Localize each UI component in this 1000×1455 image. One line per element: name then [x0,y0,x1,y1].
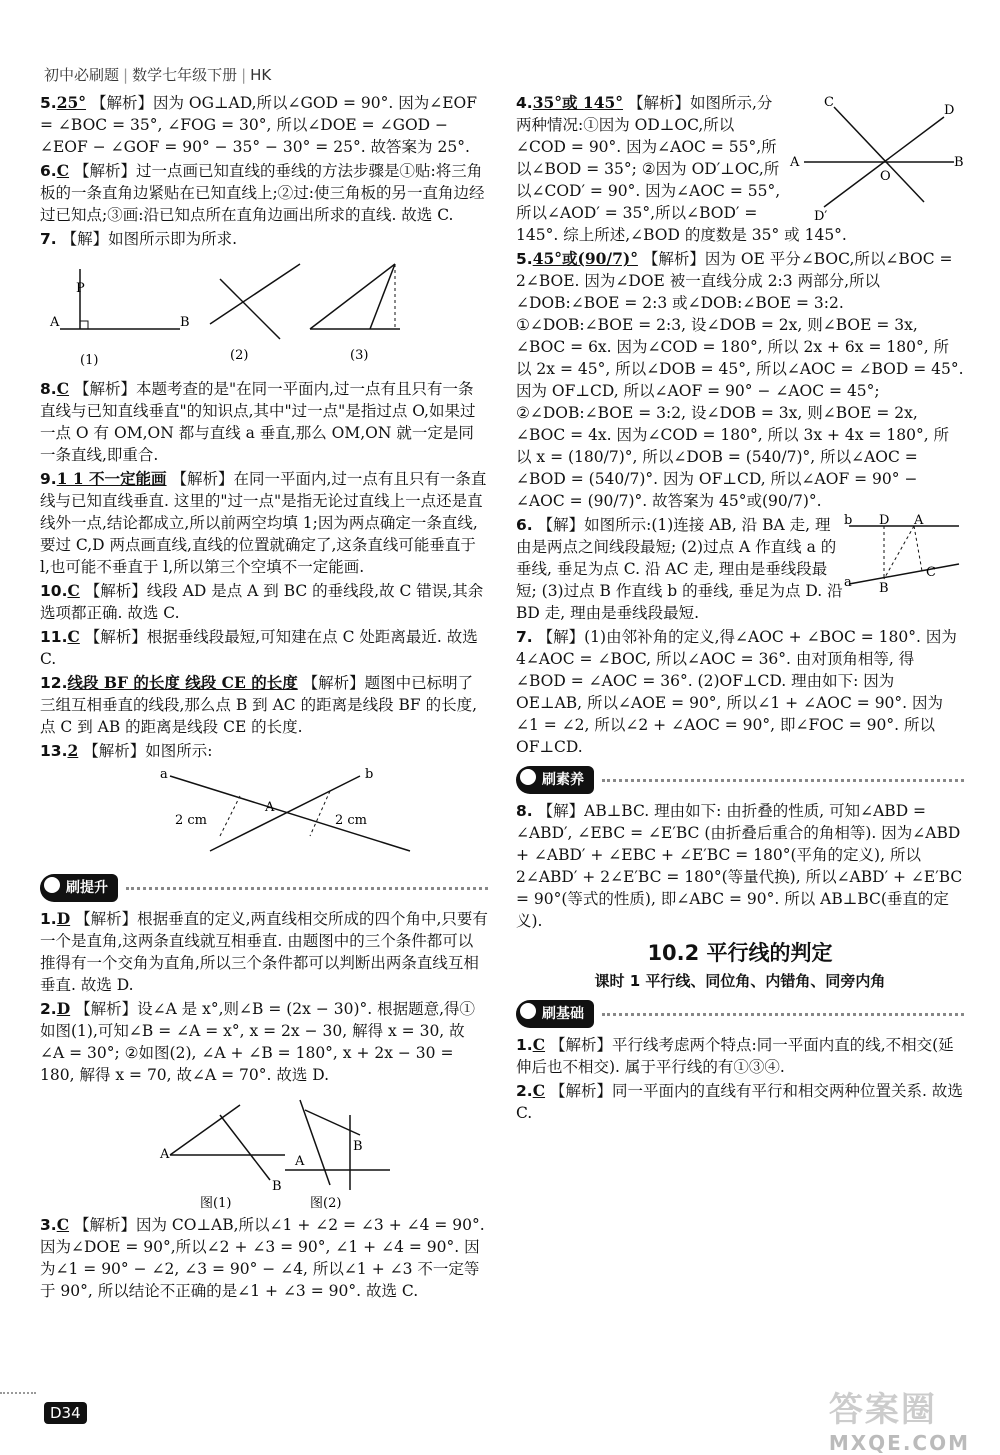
fig7-caption-2: (2) [230,348,249,363]
answer-item [40,1214,488,1302]
right-column [516,92,964,1126]
page-number: D34 [44,1402,87,1424]
fig2-label-a1: A [160,1147,170,1162]
fig13-label-2cm-left: 2 cm [175,813,208,828]
section-banner-basics [516,1000,964,1028]
watermark-main: 答案圈 [828,1390,937,1430]
figure-q2 [40,1090,488,1210]
item-answer: C [67,581,80,600]
edition-label: HK [250,66,272,84]
item-text: 【解析】在同一平面内,过一点有且只有一条直线与已知直线垂直. 这里的"过一点"是指无论过直线上一点还是直线外一点,结论都成立,所以前两空均填 1;因为两点确定一条直线,要过 C,D 两点画直线,直线的位置就确定了,这条直线可能垂直于 l,也可能不垂直于 l,所以第三个空填不一定能画. [40,470,487,576]
answer-item [40,626,488,670]
fig6-label-b-line: b [844,514,853,528]
fig4-label-b: B [954,155,964,170]
fig4-label-o: O [880,169,891,184]
item-number: 3. [40,1216,57,1234]
fig4-label-a: A [790,155,800,170]
item-text: 【解析】因为 CO⊥AB,所以∠1 + ∠2 = ∠3 + ∠4 = 90°. 因为∠DOE = 90°,所以∠2 + ∠3 = 90°, ∠1 + ∠4 = 90°. 因为∠1 = 90° − ∠2, ∠3 = 90° − ∠4, 所以∠1 + ∠3 不一定等于 90°, 所以结论不正确的是∠1 + ∠3 = 90°. 故选 C. [40,1216,485,1300]
left-column [40,92,488,1304]
fig13-label-2cm-right: 2 cm [335,813,368,828]
item-number: 1. [516,1036,533,1054]
item-number: 5. [516,250,533,268]
answer-item [40,740,488,762]
item-number: 10. [40,582,68,600]
answer-item [40,998,488,1086]
item-number: 2. [516,1082,533,1100]
item-text: 【解析】同一平面内的直线有平行和相交两种位置关系. 故选 C. [516,1082,963,1122]
answer-item [40,580,488,624]
item-number: 6. [516,516,533,534]
fig13-label-point-a: A [265,800,275,815]
item-answer: 25° [56,93,87,112]
item-number: 7. [516,628,533,646]
item-number: 1. [40,910,57,928]
fig6-label-a: A [914,514,924,528]
answer-item [516,626,964,758]
item-number: 9. [40,470,57,488]
item-number: 13. [40,742,68,760]
item-answer: C [532,1081,546,1100]
fig2-caption-1: 图(1) [200,1196,232,1210]
item-answer: D [56,999,71,1018]
section-banner-improve [40,874,488,902]
book-title: 初中必刷题 [44,66,120,84]
item-answer: 1 1 不一定能画 [56,469,167,488]
item-number: 11. [40,628,68,646]
section-banner-literacy [516,766,964,794]
figure-q4 [784,92,964,222]
item-number: 8. [516,802,533,820]
answer-item [40,378,488,466]
item-text: 【解析】平行线考虑两个特点:同一平面内直的线,不相交(延伸后也不相交). 属于平行线的有①③④. [516,1036,954,1076]
fig7-label-b: B [180,315,190,330]
fig2-label-b1: B [272,1179,282,1194]
subject-title: 数学七年级下册 [132,66,238,84]
banner-label: 刷提升 [40,874,118,902]
item-text: 【解析】过一点画已知直线的垂线的方法步骤是①贴:将三角板的一条直角边紧贴在已知直线上;②过:使三角板的另一直角边经过已知点;③画:沿已知点所在直角边画出所求的直线. 故选 C. [40,162,485,224]
item-answer: D [56,909,71,928]
fig6-label-d: D [879,514,890,528]
item-answer: C [56,379,70,398]
answer-item [40,908,488,996]
fig4-label-c: C [824,95,834,110]
fig4-label-d: D [944,103,955,118]
item-answer: C [532,1035,546,1054]
item-text: 【解析】因为 OE 平分∠BOC,所以∠BOC = 2∠BOE. 因为∠DOE 被一直线分成 2:3 两部分,所以∠DOB:∠BOE = 2:3 或∠DOB:∠BOE = 3:2. ①∠DOB:∠BOE = 2:3, 设∠DOB = 2x, 则∠BOE = 3x, ∠BOC = 6x. 因为∠COD = 180°, 所以 2x + 6x = 180°, 所以 2x = 45°, 所以∠DOB = 45°, 所以∠AOC = ∠BOD = 45°. 因为 OF⊥CD, 所以∠AOF = 90° − ∠AOC = 45°; ②∠DOB:∠BOE = 3:2, 设∠DOB = 3x, 则∠BOE = 2x, ∠BOC = 4x. 因为∠COD = 180°, 所以 3x + 4x = 180°, 所以 x = (180/7)°, 所以∠DOB = (540/7)°, 所以∠AOC = ∠BOD = (540/7)°. 因为 OF⊥CD, 所以∠AOF = 90° − ∠AOC = (90/7)°. 故答案为 45°或(90/7)°. [516,250,964,510]
item-text: 【解析】设∠A 是 x°,则∠B = (2x − 30)°. 根据题意,得①如图(1),可知∠B = ∠A = x°, x = 2x − 30, 解得 x = 30, 故∠A = 30°; ②如图(2), ∠A + ∠B = 180°, x + 2x − 30 = 180, 解得 x = 70, 故∠A = 70°. 故选 D. [40,1000,476,1084]
section-subtitle: 课时 1 平行线、同位角、内错角、同旁内角 [594,972,886,990]
banner-label: 刷基础 [516,1000,594,1028]
item-number: 4. [516,94,533,112]
answer-item [516,1034,964,1078]
fig7-label-p: P [76,281,85,296]
watermark [829,1382,970,1455]
item-answer: 35°或 145° [532,93,624,112]
answer-item [516,800,964,932]
item-text: 【解析】如图所示: [83,742,213,760]
item-answer: 2 [67,741,79,760]
item-number: 5. [40,94,57,112]
fig6-label-b: B [879,581,889,594]
item-text: 【解析】因为 OG⊥AD,所以∠GOD = 90°. 因为∠EOF = ∠BOC = 35°, ∠FOG = 30°, 所以∠DOE = ∠GOD − ∠EOF − ∠GOF = 90° − 35° − 30° = 25°. 故答案为 25°. [40,94,477,156]
item-answer: C [67,627,80,646]
item-answer: C [56,1215,70,1234]
item-text: 【解】AB⊥BC. 理由如下: 由折叠的性质, 可知∠ABD = ∠ABD′, ∠EBC = ∠E′BC (由折叠后重合的角相等). 因为∠ABD + ∠ABD′ + ∠EBC + ∠E′BC = 180°(平角的定义), 所以 2∠ABD′ + 2∠E′BC = 180°(等量代换), 所以∠ABD′ + ∠E′BC = 90°(等式的性质), 即∠ABC = 90°. 所以 AB⊥BC(垂直的定义). [516,802,963,930]
item-number: 8. [40,380,57,398]
fig13-label-b: b [365,767,374,782]
item-number: 7. [40,230,57,248]
item-text: 【解析】本题考查的是"在同一平面内,过一点有且只有一条直线与已知直线垂直"的知识点,其中"过一点"是指过点 O,如果过一点 O 有 OM,ON 都与直线 a 垂直,那么 OM,ON 就一定是同一条直线,即重合. [40,380,476,464]
item-text: 【解析】如图所示,分两种情况:①因为 OD⊥OC,所以∠COD = 90°. 因为∠AOC = 55°,所以∠BOD = 35°; ②因为 OD′⊥OC,所以∠COD′ = 90°. 因为∠AOC = 55°,所以∠AOD′ = 35°,所以∠BOD′ = 145°. 综上所述,∠BOD 的度数是 35° 或 145°. [516,94,847,244]
fig7-caption-3: (3) [350,348,369,363]
answer-item [40,160,488,226]
figure-q13 [40,766,488,866]
answer-item [40,228,488,250]
fig2-caption-2: 图(2) [310,1196,342,1210]
fig4-label-d-prime: D′ [814,209,828,222]
item-number: 2. [40,1000,57,1018]
banner-label: 刷素养 [516,766,594,794]
fig2-label-a2: A [295,1154,305,1169]
item-text: 【解析】根据垂线段最短,可知建在点 C 处距离最近. 故选 C. [40,628,478,668]
answer-item [516,248,964,512]
figure-q6 [844,514,964,594]
fig6-label-c: C [926,565,936,580]
fig7-caption-1: (1) [80,353,99,368]
page-header: 初中必刷题 | 数学七年级下册 | HK [44,66,272,84]
answer-item [40,468,488,578]
footer-dotline [0,1392,36,1394]
item-text: 【解】如图所示即为所求. [61,230,238,248]
item-text: 【解】(1)由邻补角的定义,得∠AOC + ∠BOC = 180°. 因为 4∠AOC = ∠BOC, 所以∠AOC = 36°. 由对顶角相等, 得∠BOD = ∠AOC = 36°. (2)OF⊥CD. 理由如下: 因为 OE⊥AB, 所以∠AOE = 90°, 所以∠1 + ∠AOC = 90°. 因为∠1 = ∠2, 所以∠2 + ∠AOC = 90°, 即∠FOC = 90°. 所以 OF⊥CD. [516,628,957,756]
answer-item [40,672,488,738]
item-text: 【解析】题图中已标明了三组互相垂直的线段,那么点 B 到 AC 的距离是线段 BF 的长度,点 C 到 AB 的距离是线段 CE 的长度. [40,674,478,736]
fig2-label-b2: B [353,1139,363,1154]
item-answer: 线段 BF 的长度 线段 CE 的长度 [67,673,298,692]
section-title: 10.2 平行线的判定 [647,941,833,965]
item-text: 【解析】根据垂直的定义,两直线相交所成的四个角中,只要有一个是直角,这两条直线就互相垂直. 由题图中的三个条件都可以推得有一个交角为直角,所以三个条件都可以判断出两条直线互相垂直. 故选 D. [40,910,488,994]
figure-q7 [40,254,488,374]
answer-item [516,1080,964,1124]
item-number: 6. [40,162,57,180]
watermark-url: MXQE.COM [828,1431,970,1455]
item-answer: 45°或(90/7)° [532,249,638,268]
item-number: 12. [40,674,68,692]
item-text: 【解】如图所示:(1)连接 AB, 沿 BA 走, 理由是两点之间线段最短; (2)过点 A 作直线 a 的垂线, 垂足为点 C. 沿 AC 走, 理由是垂线段最短; (3)过点 B 作直线 b 的垂线, 垂足为点 D. 沿 BD 走, 理由是垂线段最短. [516,516,843,622]
fig7-label-a: A [50,315,60,330]
fig13-label-a: a [160,767,168,782]
answer-item [40,92,488,158]
item-text: 【解析】线段 AD 是点 A 到 BC 的垂线段,故 C 错误,其余选项都正确. 故选 C. [40,582,484,622]
item-answer: C [56,161,70,180]
fig6-label-a-line: a [844,575,852,590]
